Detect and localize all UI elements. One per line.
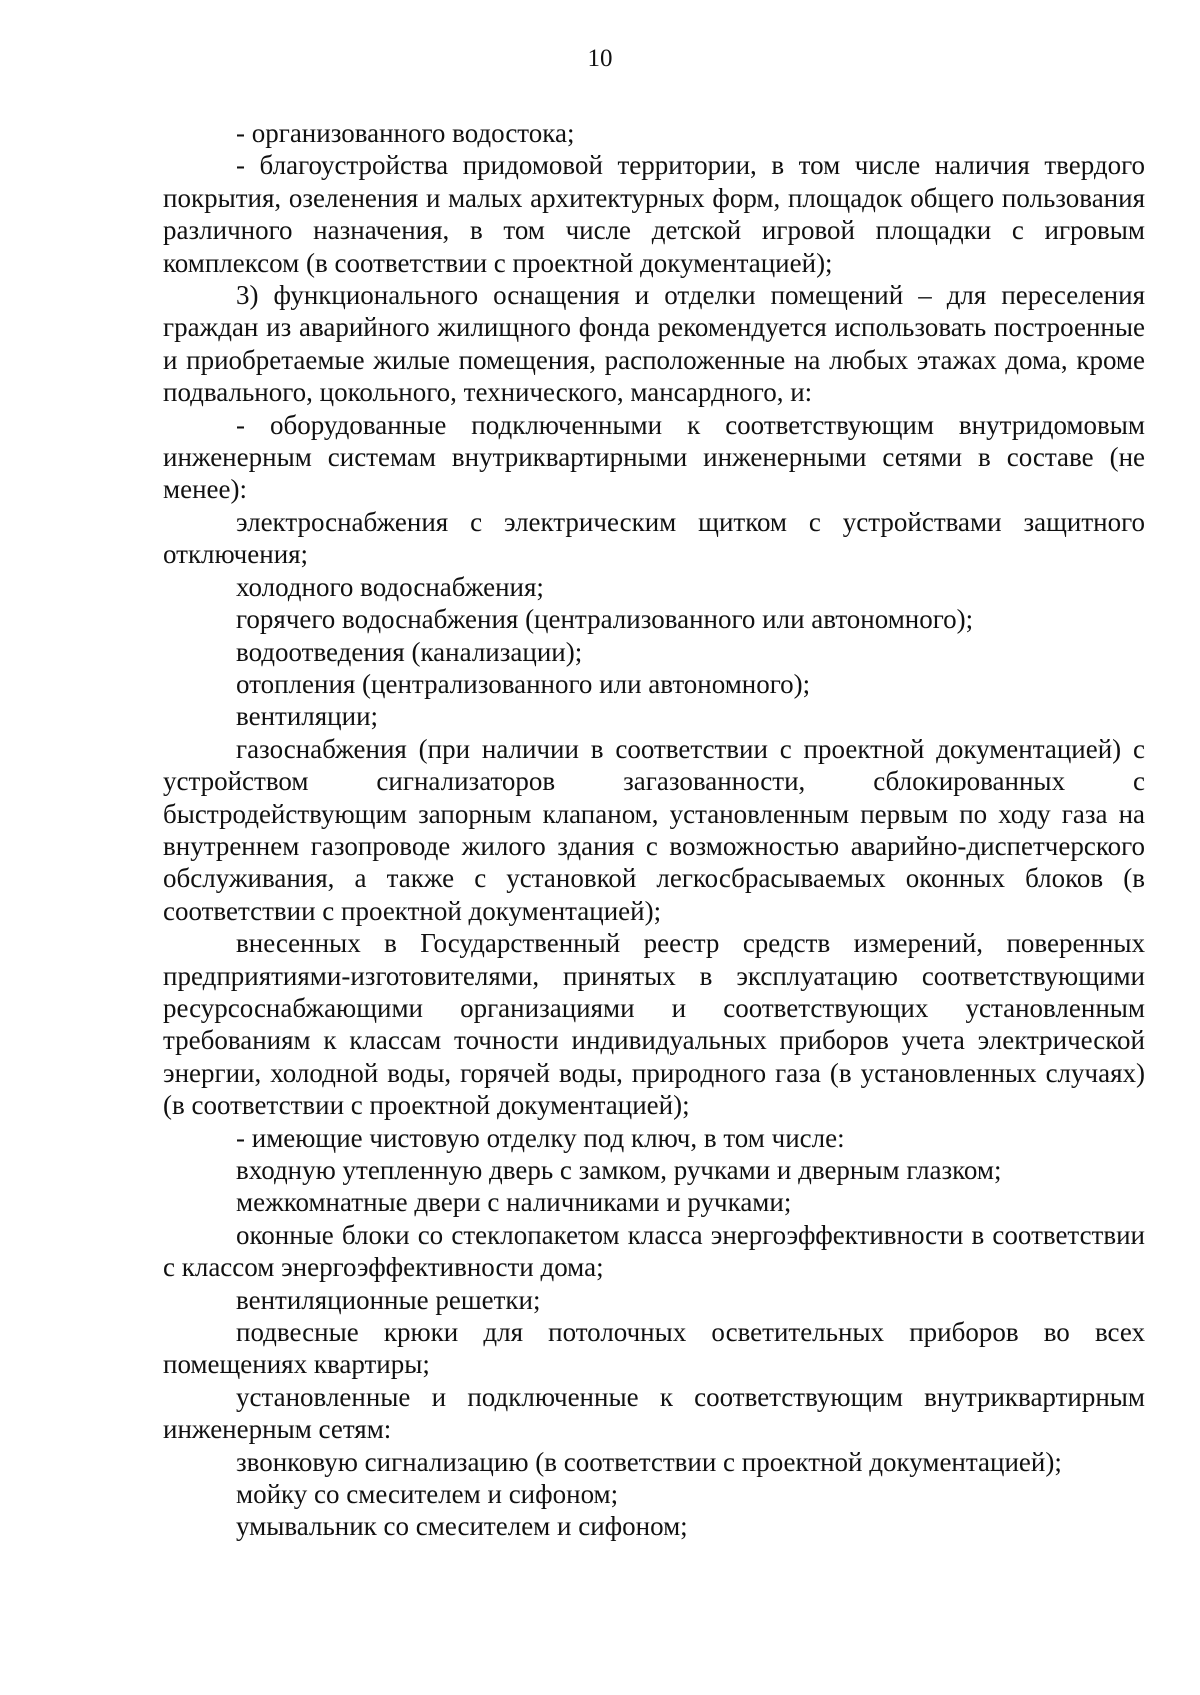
paragraph-sewerage: водоотведения (канализации); [236,636,583,667]
paragraph-vent-grilles: вентиляционные решетки; [236,1284,541,1315]
page-number: 10 [587,45,613,72]
paragraph-electricity: электроснабжения с электрическим щитком с устройствами защитного отключения; [163,506,1145,570]
paragraph-entrance-door: входную утепленную дверь с замком, ручками и дверным глазком; [236,1155,1002,1185]
paragraph-meters: внесенных в Государственный реестр средств измерений, поверенных предприятиями-изготовителями, принятых в эксплуатацию соответствующими ресурсоснабжающими организациями и соответствующих установленным требованиям к классам точности индивидуальных приборов учета электрической энергии, холодной воды, горячей воды, природного газа (в установленных случаях) (в соответствии с проектной документацией); [163,928,1145,1121]
paragraph-gas-supply: газоснабжения (при наличии в соответствии с проектной документацией) с устройством сигнализаторов загазованности, сблокированных с быстродействующим запорным клапаном, установленным первым по ходу газа на внутреннем газопроводе жилого здания с возможностью аварийно-диспетчерского обслуживания, а также с установкой легкосбрасываемых оконных блоков (в соответствии с проектной документацией); [163,733,1145,926]
paragraph-ceiling-hooks: подвесные крюки для потолочных осветительных приборов во всех помещениях квартиры; [163,1317,1145,1380]
paragraph-doorbell: звонковую сигнализацию (в соответствии с проектной документацией); [236,1446,1062,1477]
paragraph-landscaping: - благоустройства придомовой территории, в том числе наличия твердого покрытия, озеленения и малых архитектурных форм, площадок общего пользования различного назначения, в том числе детской игровой площадки с игровым комплексом (в соответствии с проектной документацией); [163,150,1145,278]
paragraph-equipped-networks: - оборудованные подключенными к соответствующим внутридомовым инженерным системам внутриквартирными инженерными сетями в составе (не менее): [163,409,1145,505]
paragraph-ventilation: вентиляции; [236,701,379,732]
paragraph-hot-water: горячего водоснабжения (централизованного или автономного); [236,604,974,635]
document-body [163,117,1145,1543]
paragraph-cold-water: холодного водоснабжения; [236,571,544,602]
paragraph-finishing: - имеющие чистовую отделку под ключ, в том числе: [236,1122,845,1153]
paragraph-washbasin: умывальник со смесителем и сифоном; [236,1511,688,1542]
paragraph-heating: отопления (централизованного или автономного); [236,668,811,699]
paragraph-sink: мойку со смесителем и сифоном; [236,1479,619,1510]
paragraph-windows: оконные блоки со стеклопакетом класса энергоэффективности в соответствии с классом энергоэффективности дома; [163,1219,1145,1283]
paragraph-item-3: 3) функционального оснащения и отделки помещений – для переселения граждан из аварийного жилищного фонда рекомендуется использовать построенные и приобретаемые жилые помещения, расположенные на любых этажах дома, кроме подвального, цокольного, технического, мансардного, и: [163,280,1145,408]
paragraph-interior-doors: межкомнатные двери с наличниками и ручками; [236,1187,792,1218]
paragraph-drainage: - организованного водостока; [236,118,575,148]
paragraph-installed-connected: установленные и подключенные к соответствующим внутриквартирным инженерным сетям: [163,1381,1145,1445]
